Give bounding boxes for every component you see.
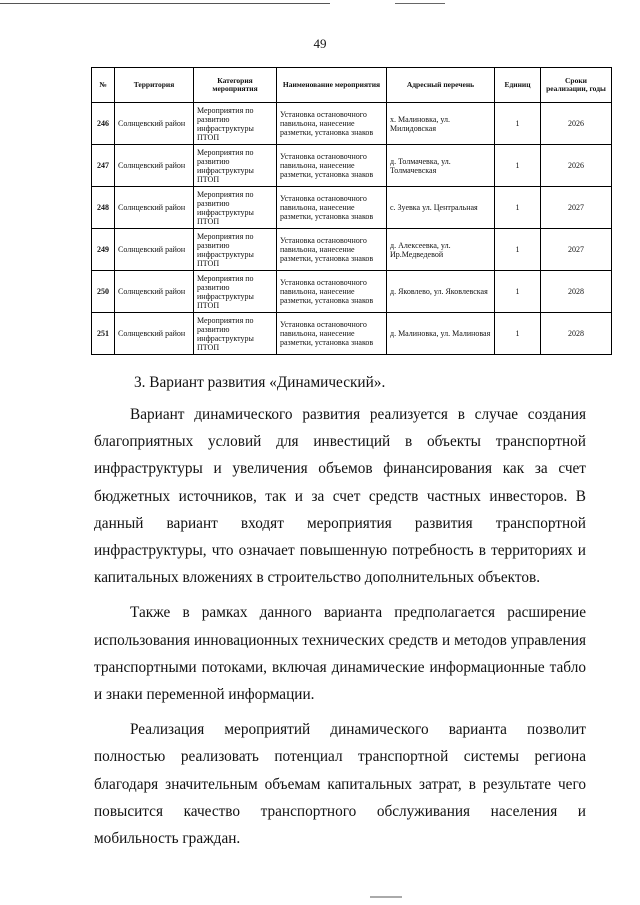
cell-number: 250 [92,271,115,313]
paragraph: Также в рамках данного варианта предполагается расширение использования инновационных технических средств и методов управления транспортными потоками, включая динамические информационные табло и знаки переменной информации. [94,604,586,704]
cell-category: Мероприятия по развитию инфраструктуры ПТОП [194,187,277,229]
top-scan-line [0,3,330,4]
cell-units: 1 [495,271,541,313]
header-territory: Территория [115,68,194,103]
cell-units: 1 [495,187,541,229]
table-row [92,145,612,187]
page-number: 49 [313,36,327,51]
table-row [92,187,612,229]
cell-category: Мероприятия по развитию инфраструктуры ПТОП [194,145,277,187]
cell-address: д. Толмачевка, ул. Толмачевская [387,145,495,187]
table-header-row [92,68,612,103]
cell-territory: Солнцевский район [115,313,194,355]
table-row [92,271,612,313]
cell-territory: Солнцевский район [115,103,194,145]
cell-category: Мероприятия по развитию инфраструктуры ПТОП [194,229,277,271]
cell-address: д. Алексеевка, ул. Ир.Медведевой [387,229,495,271]
cell-year: 2026 [541,145,612,187]
cell-name: Установка остановочного павильона, нанесение разметки, установка знаков [277,187,387,229]
paragraph: Реализация мероприятий динамического варианта позволит полностью реализовать потенциал транспортной системы региона благодаря значительным объемам капитальных затрат, в результате чего повысится качество транспортного обслуживания населения и мобильность граждан. [94,721,586,848]
cell-year: 2028 [541,313,612,355]
cell-number: 249 [92,229,115,271]
cell-territory: Солнцевский район [115,145,194,187]
body-text [94,401,586,852]
cell-territory: Солнцевский район [115,187,194,229]
cell-address: д. Яковлево, ул. Яковлевская [387,271,495,313]
header-years: Сроки реализации, годы [541,68,612,103]
cell-year: 2028 [541,271,612,313]
cell-number: 251 [92,313,115,355]
cell-address: с. Зуевка ул. Центральная [387,187,495,229]
cell-territory: Солнцевский район [115,271,194,313]
cell-number: 246 [92,103,115,145]
cell-category: Мероприятия по развитию инфраструктуры ПТОП [194,313,277,355]
cell-units: 1 [495,229,541,271]
bottom-scan-mark [370,896,402,898]
cell-address: д. Малиновка, ул. Малиновая [387,313,495,355]
cell-name: Установка остановочного павильона, нанесение разметки, установка знаков [277,103,387,145]
cell-territory: Солнцевский район [115,229,194,271]
table-row [92,313,612,355]
cell-category: Мероприятия по развитию инфраструктуры ПТОП [194,103,277,145]
cell-category: Мероприятия по развитию инфраструктуры ПТОП [194,271,277,313]
cell-name: Установка остановочного павильона, нанесение разметки, установка знаков [277,313,387,355]
section-heading: 3. Вариант развития «Динамический». [134,374,386,391]
cell-year: 2026 [541,103,612,145]
cell-year: 2027 [541,187,612,229]
measures-table [91,67,612,355]
cell-address: х. Малиновка, ул. Милидовская [387,103,495,145]
header-address: Адресный перечень [387,68,495,103]
top-scan-line-right [395,3,445,4]
header-name: Наименование мероприятия [277,68,387,103]
cell-name: Установка остановочного павильона, нанесение разметки, установка знаков [277,229,387,271]
cell-number: 248 [92,187,115,229]
cell-year: 2027 [541,229,612,271]
table-row [92,229,612,271]
header-category: Категория мероприятия [194,68,277,103]
cell-units: 1 [495,145,541,187]
cell-units: 1 [495,313,541,355]
cell-name: Установка остановочного павильона, нанесение разметки, установка знаков [277,271,387,313]
paragraph: Вариант динамического развития реализуется в случае создания благоприятных условий для инвестиций в объекты транспортной инфраструктуры и увеличения объемов финансирования как за счет бюджетных источников, так и за счет средств частных инвесторов. В данный вариант входят мероприятия развития транспортной инфраструктуры, что означает повышенную потребность в территориях и капитальных вложениях в строительство дополнительных объектов. [94,406,586,587]
cell-units: 1 [495,103,541,145]
table-row [92,103,612,145]
header-units: Единиц [495,68,541,103]
cell-number: 247 [92,145,115,187]
cell-name: Установка остановочного павильона, нанесение разметки, установка знаков [277,145,387,187]
header-number: № [92,68,115,103]
